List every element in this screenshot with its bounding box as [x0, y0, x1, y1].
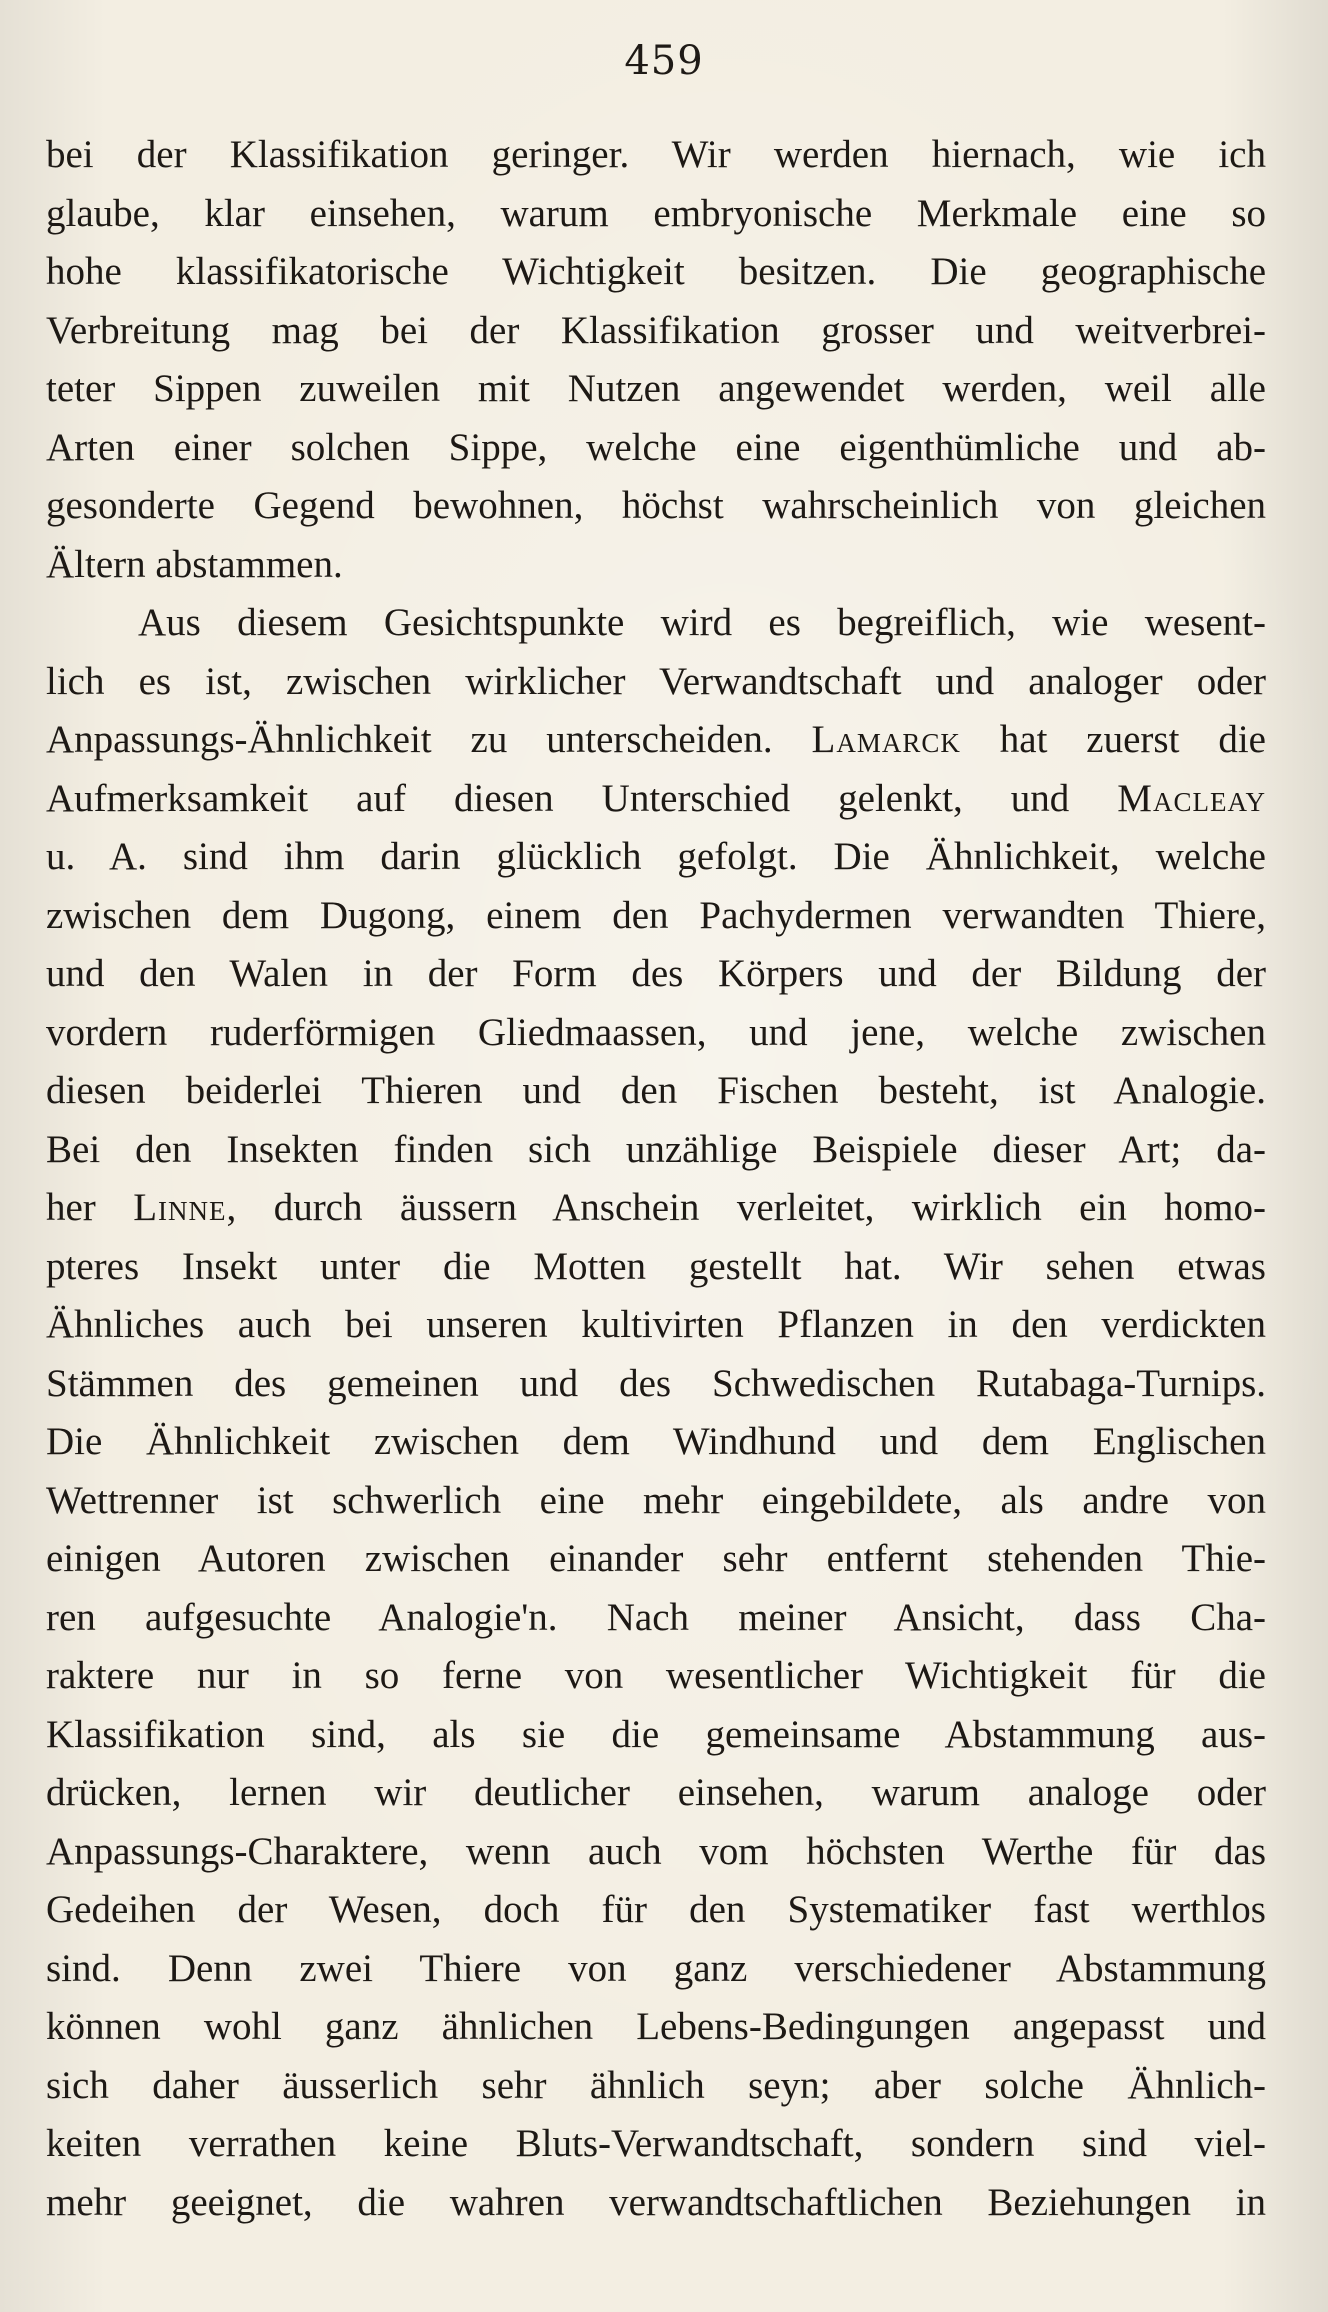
text-line: Anpassungs-Ähnlichkeit zu unterscheiden. Lamarck hat zuerst die — [46, 718, 1266, 761]
text-line: sind. Denn zwei Thiere von ganz verschiedener Abstammung — [46, 1946, 1266, 1990]
text-line: her Linne, durch äussern Anschein verleitet, wirklich ein homo- — [46, 1186, 1266, 1229]
paragraph-2 — [46, 594, 1266, 2232]
page-number: 459 — [624, 38, 704, 84]
text-line: hohe klassifikatorische Wichtigkeit besitzen. Die geographische — [46, 250, 1266, 293]
text-line: Gedeihen der Wesen, doch für den Systematiker fast werthlos — [46, 1888, 1266, 1931]
text-line: Die Ähnlichkeit zwischen dem Windhund und dem Englischen — [46, 1420, 1266, 1463]
text-line: keiten verrathen keine Bluts-Verwandtschaft, sondern sind viel- — [46, 2122, 1266, 2165]
text-line: Stämmen des gemeinen und des Schwedischen Rutabaga-Turnips. — [46, 1361, 1266, 1405]
text-line: glaube, klar einsehen, warum embryonische Merkmale eine so — [46, 191, 1266, 235]
text-line: Ähnliches auch bei unseren kultivirten Pflanzen in den verdickten — [46, 1303, 1266, 1346]
text-line: Wettrenner ist schwerlich eine mehr eingebildete, als andre von — [46, 1478, 1266, 1522]
text-line: Bei den Insekten finden sich unzählige Beispiele dieser Art; da- — [46, 1127, 1266, 1171]
text-line: zwischen dem Dugong, einem den Pachydermen verwandten Thiere, — [46, 893, 1266, 937]
paragraph-1 — [46, 126, 1266, 594]
text-line: teter Sippen zuweilen mit Nutzen angewendet werden, weil alle — [46, 367, 1266, 410]
text-line: Klassifikation sind, als sie die gemeinsame Abstammung aus- — [46, 1712, 1266, 1756]
text-line: pteres Insekt unter die Motten gestellt hat. Wir sehen etwas — [46, 1244, 1266, 1288]
text-line: gesonderte Gegend bewohnen, höchst wahrscheinlich von gleichen — [46, 484, 1266, 527]
text-line: Aufmerksamkeit auf diesen Unterschied gelenkt, und Macleay — [46, 776, 1266, 820]
text-line: diesen beiderlei Thieren und den Fischen besteht, ist Analogie. — [46, 1069, 1266, 1112]
text-line: Arten einer solchen Sippe, welche eine eigenthümliche und ab- — [46, 425, 1266, 469]
text-line: ren aufgesuchte Analogie'n. Nach meiner Ansicht, dass Cha- — [46, 1595, 1266, 1639]
text-line: können wohl ganz ähnlichen Lebens-Bedingungen angepasst und — [46, 2005, 1266, 2048]
text-line: und den Walen in der Form des Körpers und der Bildung der — [46, 952, 1266, 995]
text-line: bei der Klassifikation geringer. Wir werden hiernach, wie ich — [46, 133, 1266, 176]
page-body — [46, 126, 1266, 2232]
text-line: Verbreitung mag bei der Klassifikation grosser und weitverbrei- — [46, 308, 1266, 352]
text-line: vordern ruderförmigen Gliedmaassen, und jene, welche zwischen — [46, 1010, 1266, 1054]
author-name: Macleay — [1117, 776, 1266, 820]
text-line: sich daher äusserlich sehr ähnlich seyn; aber solche Ähnlich- — [46, 2063, 1266, 2107]
text-line: Aus diesem Gesichtspunkte wird es begreiflich, wie wesent- — [138, 601, 1266, 644]
text-line: einigen Autoren zwischen einander sehr entfernt stehenden Thie- — [46, 1537, 1266, 1580]
text-line: lich es ist, zwischen wirklicher Verwandtschaft und analoger oder — [46, 659, 1266, 703]
author-name: Lamarck — [811, 718, 961, 761]
text-line: raktere nur in so ferne von wesentlicher Wichtigkeit für die — [46, 1654, 1266, 1697]
text-line: drücken, lernen wir deutlicher einsehen, warum analoge oder — [46, 1771, 1266, 1814]
text-line: mehr geeignet, die wahren verwandtschaftlichen Beziehungen in — [46, 2180, 1266, 2224]
author-name: Linne — [133, 1186, 227, 1229]
text-line: Anpassungs-Charaktere, wenn auch vom höchsten Werthe für das — [46, 1829, 1266, 1873]
text-line: u. A. sind ihm darin glücklich gefolgt. Die Ähnlichkeit, welche — [46, 835, 1266, 878]
text-line: Ältern abstammen. — [46, 542, 343, 586]
